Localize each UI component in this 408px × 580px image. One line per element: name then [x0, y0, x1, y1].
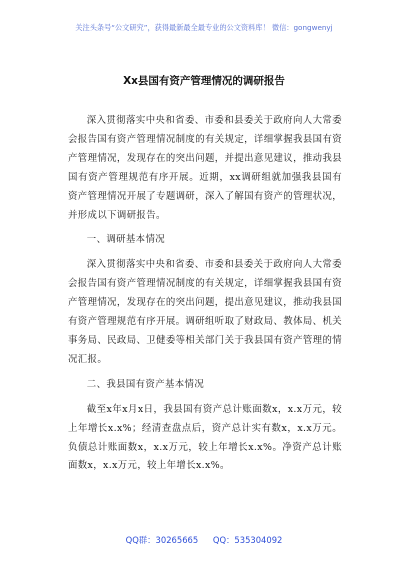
document-title: Xx县国有资产管理情况的调研报告 [123, 75, 285, 87]
section-1-paragraph: 深入贯彻落实中央和省委、市委和县委关于政府向人大常委会报告国有资产管理情况制度的有关规定，详细掌握我县国有资产管理情况，发现存在的突出问题，提出意见建议，推动我县国有资产管理规范有序开展。调研组听取了财政局、教体局、机关事务局、民政局、卫健委等相关部门关于我县国有资产管理的情况汇报。 [68, 259, 342, 365]
promo-banner: 关注头条号“公文研究”，获得最新最全最专业的公文资料库！ 微信：gongwenyj [75, 23, 333, 32]
intro-paragraph: 深入贯彻落实中央和省委、市委和县委关于政府向人大常委会报告国有资产管理情况制度的有关规定，详细掌握我县国有资产管理情况，发现存在的突出问题，并提出意见建议，推动我县国有资产管理规范有序开展。近期，xx调研组就加强我县国有资产管理情况开展了专题调研，深入了解国有资产的管理状况，并形成以下调研报告。 [68, 115, 342, 221]
contact-footer [0, 534, 408, 546]
section-heading-1: 一、调研基本情况 [86, 234, 165, 246]
document-body [68, 112, 342, 476]
section-heading-2: 二、我县国有资产基本情况 [86, 378, 205, 390]
qq-number-text: QQ：535304092 [212, 535, 283, 545]
section-2-paragraph: 截至x年x月x日，我县国有资产总计账面数x，x.x万元，较上年增长x.x%；经清查盘点后，资产总计实有数x，x.x万元。负债总计账面数x，x.x万元，较上年增长x.x%。净资产总计账面数x，x.x万元，较上年增长x.x%。 [68, 403, 342, 472]
qq-group-text: QQ群：30265665 [125, 535, 199, 545]
